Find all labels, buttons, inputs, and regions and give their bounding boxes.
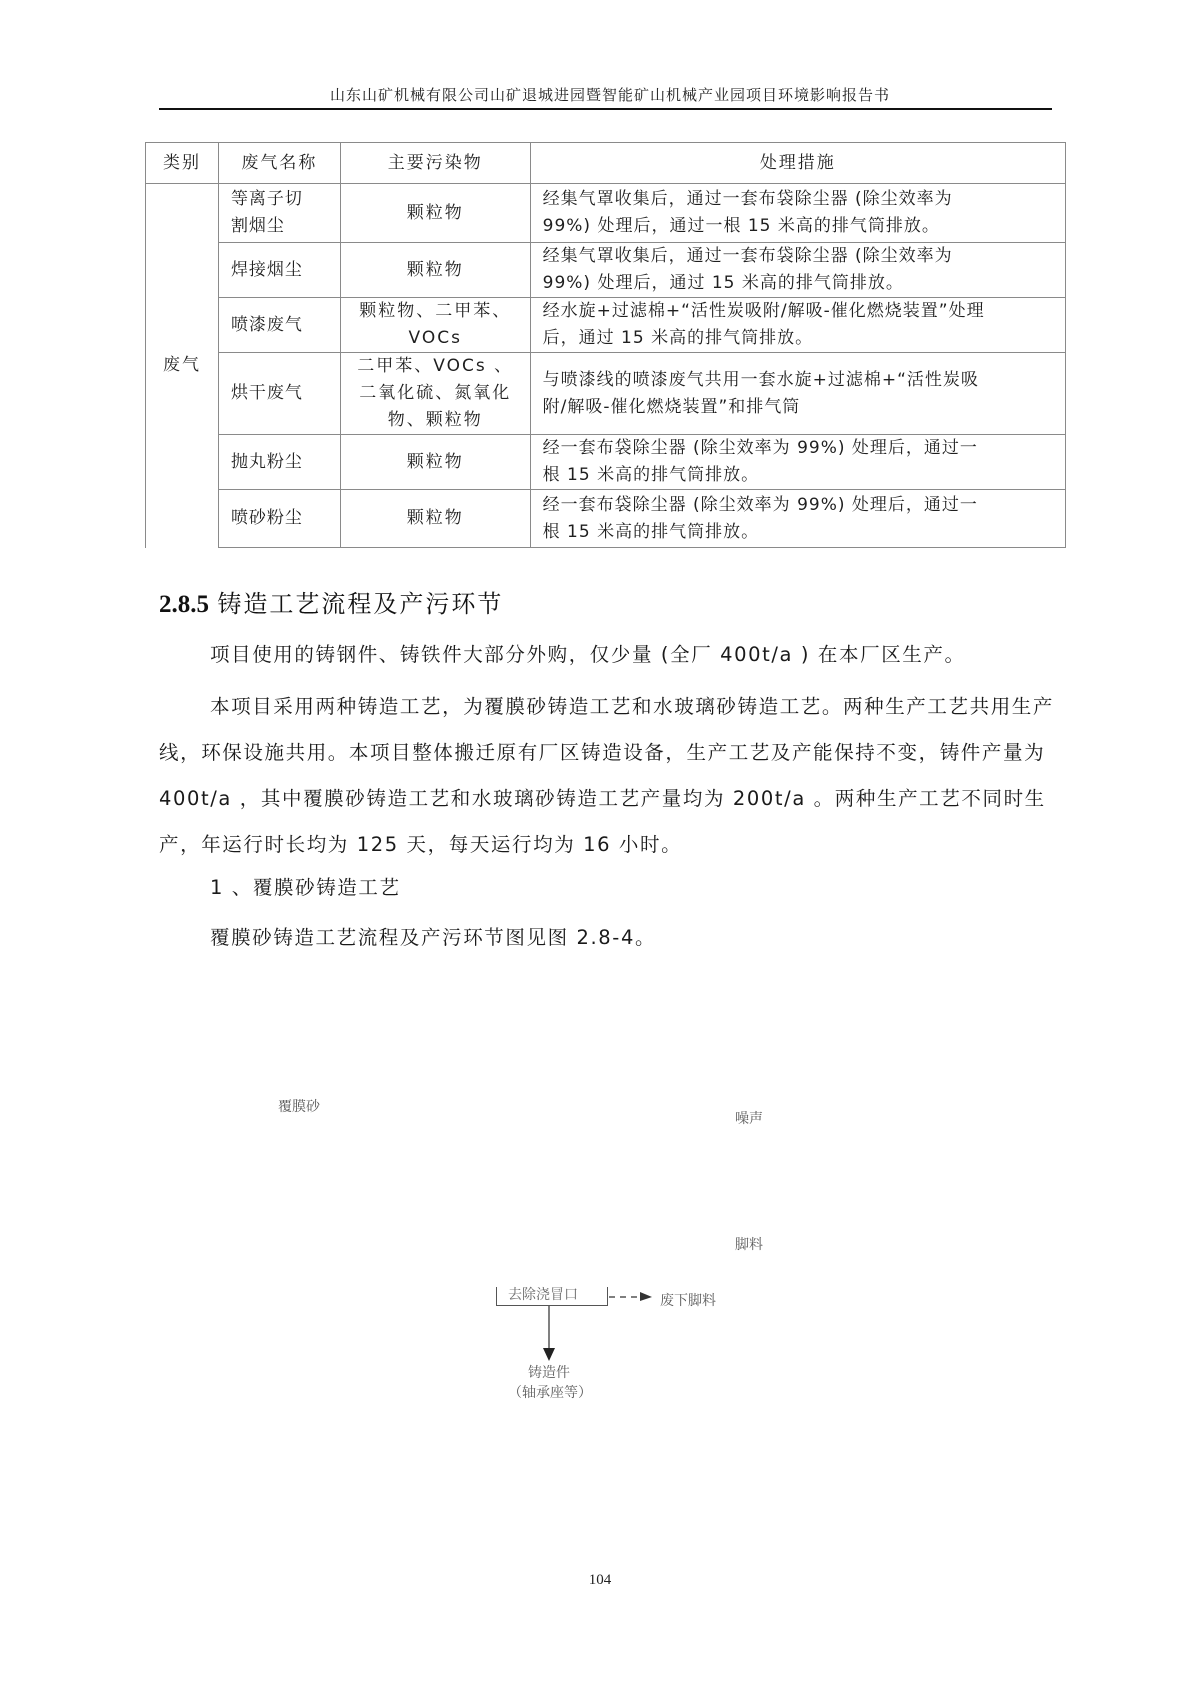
category-cell: 废气 bbox=[146, 184, 219, 548]
measures-cell bbox=[530, 184, 1065, 243]
gas-name-cell bbox=[218, 243, 340, 298]
pollutants-cell-line: 颗粒物、二甲苯、 bbox=[359, 301, 512, 321]
section-heading bbox=[159, 584, 503, 619]
figure-label-input: 覆膜砂 bbox=[278, 1099, 320, 1115]
report-title: 山东山矿机械有限公司山矿退城进园暨智能矿山机械产业园项目环境影响报告书 bbox=[329, 86, 890, 104]
gas-name-cell-line: 抛丸粉尘 bbox=[230, 451, 303, 472]
arrow-to-product bbox=[543, 1306, 555, 1361]
pollutants-cell-line: 颗粒物 bbox=[406, 202, 464, 223]
pollutants-cell-line: 二甲苯、VOCs 、 bbox=[357, 356, 514, 376]
figure-label-product: 铸造件 bbox=[528, 1365, 570, 1381]
measures-cell-line: 99%) 处理后，通过一根 15 米高的排气筒排放。 bbox=[542, 216, 940, 236]
table-row bbox=[146, 184, 1066, 243]
col-header-measures: 处理措施 bbox=[530, 143, 1065, 184]
table-row bbox=[146, 490, 1066, 548]
table-row bbox=[146, 435, 1066, 490]
measures-cell-line: 后，通过 15 米高的排气筒排放。 bbox=[542, 328, 814, 348]
measures-cell-line: 99%) 处理后，通过 15 米高的排气筒排放。 bbox=[542, 273, 904, 293]
header-divider bbox=[159, 108, 1052, 110]
measures-cell-line: 根 15 米高的排气筒排放。 bbox=[542, 465, 760, 485]
pollutants-cell bbox=[340, 435, 530, 490]
gas-name-cell bbox=[218, 184, 340, 243]
pollutants-cell-line: 颗粒物 bbox=[406, 508, 464, 528]
pollutants-cell-line: 物、颗粒物 bbox=[387, 410, 483, 430]
pollutants-cell-line: VOCs bbox=[408, 328, 462, 348]
gas-name-cell bbox=[218, 298, 340, 353]
table-row bbox=[146, 353, 1066, 435]
dashed-arrow-scrap bbox=[609, 1292, 652, 1301]
figure-label-product-note: （轴承座等） bbox=[508, 1385, 592, 1401]
paragraph-figure-ref: 覆膜砂铸造工艺流程及产污环节图见图 2.8-4。 bbox=[210, 926, 657, 949]
measures-cell bbox=[530, 353, 1065, 435]
measures-cell bbox=[530, 243, 1065, 298]
page-number: 104 bbox=[588, 1572, 612, 1588]
measures-cell-line: 经集气罩收集后，通过一套布袋除尘器 (除尘效率为 bbox=[542, 189, 953, 209]
gas-name-cell-line: 喷漆废气 bbox=[230, 314, 303, 335]
pollutants-cell bbox=[340, 243, 530, 298]
figure-label-noise: 噪声 bbox=[735, 1111, 763, 1127]
pollutants-cell-line: 颗粒物 bbox=[406, 259, 464, 280]
subheading-coated-sand: 1 、覆膜砂铸造工艺 bbox=[210, 876, 401, 899]
measures-cell-line: 经水旋+过滤棉+“活性炭吸附/解吸-催化燃烧装置”处理 bbox=[542, 301, 985, 321]
process-box-remove-riser bbox=[496, 1287, 608, 1306]
paragraph-process: 本项目采用两种铸造工艺，为覆膜砂铸造工艺和水玻璃砂铸造工艺。两种生产工艺共用生产线，环保设施共用。本项目整体搬迁原有厂区铸造设备，生产工艺及产能保持不变，铸件产量为 400t/a ，其中覆膜砂铸造工艺和水玻璃砂铸造工艺产量均为 200t/a 。两种生产工艺不同时生产，年运行时长均为 125 天，每天运行均为 16 小时。 bbox=[159, 695, 1055, 856]
section-number: 2.8.5 bbox=[159, 591, 209, 618]
section-title: 铸造工艺流程及产污环节 bbox=[217, 590, 504, 618]
pollutants-cell-line: 颗粒物 bbox=[406, 451, 464, 472]
measures-cell-line: 经集气罩收集后，通过一套布袋除尘器 (除尘效率为 bbox=[542, 246, 953, 266]
gas-name-cell bbox=[218, 435, 340, 490]
gas-name-cell-line: 喷砂粉尘 bbox=[230, 508, 303, 528]
gas-name-cell-line: 烘干废气 bbox=[230, 383, 303, 403]
pollutants-cell bbox=[340, 490, 530, 548]
figure-label-scrap: 脚料 bbox=[735, 1237, 763, 1253]
col-header-pollutants: 主要污染物 bbox=[340, 143, 530, 184]
measures-cell-line: 与喷漆线的喷漆废气共用一套水旋+过滤棉+“活性炭吸 bbox=[542, 369, 979, 390]
gas-name-cell bbox=[218, 490, 340, 548]
gas-name-cell-line: 割烟尘 bbox=[230, 216, 285, 236]
pollutants-cell-line: 二氧化硫、氮氧化 bbox=[359, 383, 512, 403]
measures-cell-line: 经一套布袋除尘器 (除尘效率为 99%) 处理后，通过一 bbox=[542, 494, 978, 515]
pollutants-cell bbox=[340, 353, 530, 435]
gas-name-cell bbox=[218, 353, 340, 435]
pollutants-cell bbox=[340, 298, 530, 353]
table-header-row bbox=[146, 143, 1066, 184]
figure-label-scrap-output: 废下脚料 bbox=[660, 1293, 716, 1309]
pollutants-cell bbox=[340, 184, 530, 243]
measures-cell bbox=[530, 298, 1065, 353]
col-header-category: 类别 bbox=[146, 143, 219, 184]
measures-cell-line: 经一套布袋除尘器 (除尘效率为 99%) 处理后，通过一 bbox=[542, 438, 978, 458]
table-row bbox=[146, 243, 1066, 298]
measures-cell bbox=[530, 490, 1065, 548]
gas-name-cell-line: 焊接烟尘 bbox=[230, 259, 303, 280]
process-box-label: 去除浇冒口 bbox=[508, 1287, 578, 1303]
measures-cell-line: 附/解吸-催化燃烧装置”和排气筒 bbox=[542, 396, 801, 417]
col-header-gas-name: 废气名称 bbox=[218, 143, 340, 184]
measures-cell bbox=[530, 435, 1065, 490]
emission-table bbox=[145, 142, 1066, 548]
paragraph-intro: 项目使用的铸钢件、铸铁件大部分外购，仅少量 (全厂 400t/a ) 在本厂区生产。 bbox=[210, 643, 966, 666]
table-row bbox=[146, 298, 1066, 353]
measures-cell-line: 根 15 米高的排气筒排放。 bbox=[542, 521, 760, 542]
gas-name-cell-line: 等离子切 bbox=[230, 189, 303, 209]
